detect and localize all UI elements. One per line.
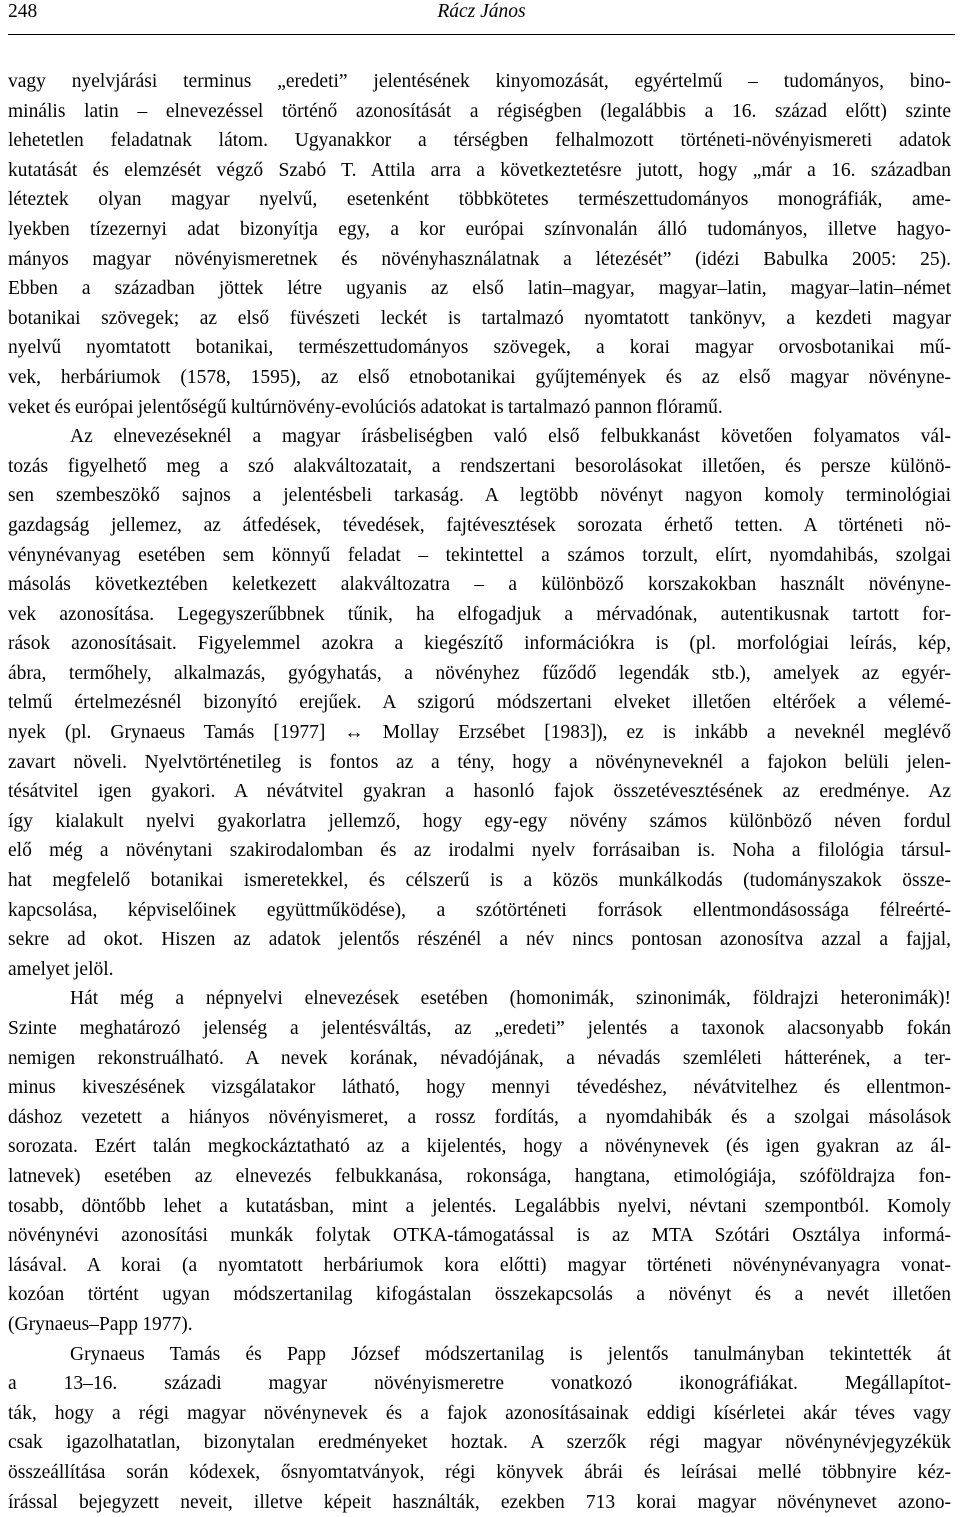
text-line: rások azonosításait. Figyelemmel azokra a kiegészítő információkra is (pl. morfológiai leírás, kép, [8,629,951,659]
text-line: tozás figyelhető meg a szó alakváltozatait, a rendszertani besorolásokat illetően, és persze különö- [8,452,951,482]
text-line: Az elnevezéseknél a magyar írásbeliségben való első felbukkanást követően folyamatos vál- [8,422,951,452]
text-line: nyelvű nyomtatott botanikai, természettudományos szövegek, a korai magyar orvosbotanikai mű- [8,333,951,363]
text-line: a 13–16. századi magyar növényismeretre vonatkozó ikonográfiákat. Megállapítot- [8,1369,951,1399]
text-line: (Grynaeus–Papp 1977). [8,1310,951,1340]
text-line: gazdagság jellemez, az átfedések, tévedések, fajtévesztések sorozata érhető tetten. A történeti nö- [8,511,951,541]
text-line: vek azonosítása. Legegyszerűbbnek tűnik, ha elfogadjuk a mérvadónak, autentikusnak tartott for- [8,600,951,630]
text-line: így kialakult nyelvi gyakorlatra jellemző, hogy egy-egy növény számos különböző néven fordul [8,807,951,837]
text-line: összeállítása során kódexek, ősnyomtatványok, régi könyvek ábrái és leírásai mellé többnyire kéz- [8,1458,951,1488]
text-line: lyekben tízezernyi adat bizonyítja egy, a kor európai színvonalán álló tudományos, illetve hagyo- [8,215,951,245]
text-line: Hát még a népnyelvi elnevezések esetében (homonimák, szinonimák, földrajzi heteronimák)! [8,984,951,1014]
text-line: amelyet jelöl. [8,955,951,985]
text-line: lehetetlen feladatnak látom. Ugyanakkor a térségben felhalmozott történeti-növényismereti adatok [8,126,951,156]
text-line: kozóan történt ugyan módszertanilag kifogástalan összekapcsolás a növényt és a nevét illetően [8,1280,951,1310]
text-line: tosabb, döntőbb lehet a kutatásban, mint a jelentés. Legalábbis nyelvi, névtani szempontból. Komoly [8,1192,951,1222]
text-line: csak igazolhatatlan, bizonytalan eredményeket hoztak. A szerzők régi magyar növénynévjegyzékük [8,1428,951,1458]
text-line: léteztek olyan magyar nyelvű, esetenként többkötetes természettudományos monográfiák, ame- [8,185,951,215]
text-line: vek, herbáriumok (1578, 1595), az első etnobotanikai gyűjtemények és az első magyar növényne- [8,363,951,393]
text-line: nemigen rekonstruálható. A nevek korának, névadójának, a névadás szemléleti hátterének, a ter- [8,1044,951,1074]
running-head-author: Rácz János [8,1,955,23]
text-line: Ebben a században jöttek létre ugyanis az első latin–magyar, magyar–latin, magyar–latin–német [8,274,951,304]
text-line: kapcsolása, képviselőinek együttműködése), a szótörténeti források ellentmondásossága félreérté- [8,896,951,926]
text-line: sen szembeszökő sajnos a jelentésbeli tarkaság. A legtöbb növényt nagyon komoly terminológiai [8,481,951,511]
text-line: elő még a növénytani szakirodalomban és az irodalmi nyelv forrásaiban is. Noha a filológia társul- [8,836,951,866]
text-line: tésátvitel igen gyakori. A névátvitel gyakran a hasonló fajok összetévesztésének az eredménye. Az [8,777,951,807]
text-line: mányos magyar növényismeretnek és növényhasználatnak a létezését” (idézi Babulka 2005: 25). [8,245,951,275]
text-line: sorozata. Ezért talán megkockáztatható az a kijelentés, hogy a növénynevek (és igen gyakran az ál- [8,1132,951,1162]
text-line: ták, hogy a régi magyar növénynevek és a fajok azonosításainak eddigi kísérletei akár téves vagy [8,1399,951,1429]
text-line: botanikai szövegek; az első füvészeti leckét is tartalmazó nyomtatott tankönyv, a kezdeti magyar [8,304,951,334]
text-line: növénynévi azonosítási munkák folytak OTKA-támogatással is az MTA Szótári Osztálya informá- [8,1221,951,1251]
text-line: másolás következtében keletkezett alakváltozatra – a különböző korszakokban használt növényne- [8,570,951,600]
text-line: Szinte meghatározó jelenség a jelentésváltás, az „eredeti” jelentés a taxonok alacsonyabb fokán [8,1014,951,1044]
text-line: kutatását és elemzését végző Szabó T. Attila arra a következtetésre jutott, hogy „már a 16. században [8,156,951,186]
text-line: Grynaeus Tamás és Papp József módszertanilag is jelentős tanulmányban tekintették át [8,1340,951,1370]
text-line: latnevek) esetében az elnevezés felbukkanása, rokonsága, hangtana, etimológiája, szóföldrajza fon- [8,1162,951,1192]
text-line: minális latin – elnevezéssel történő azonosítását a régiségben (legalábbis a 16. század előtt) szinte [8,97,951,127]
text-line: vagy nyelvjárási terminus „eredeti” jelentésének kinyomozását, egyértelmű – tudományos, bino- [8,67,951,97]
text-line: írással bejegyzett neveit, illetve képeit használták, ezekben 713 korai magyar növénynevet azono- [8,1488,951,1517]
text-line: vénynévanyag esetében sem könnyű feladat – tekintettel a számos torzult, elírt, nyomdahibás, szolgai [8,541,951,571]
page-number: 248 [8,1,37,23]
page-header [8,0,955,35]
text-line: nyek (pl. Grynaeus Tamás [1977] ↔ Mollay Erzsébet [1983]), ez is inkább a neveknél meglévő [8,718,951,748]
text-line: lásával. A korai (a nyomtatott herbáriumok kora előtti) magyar történeti növénynévanyagra vonat- [8,1251,951,1281]
body-text [8,67,951,1517]
text-line: hat megfelelő botanikai ismeretekkel, és célszerű is a közös munkálkodás (tudományszakok össze- [8,866,951,896]
text-line: zavart növeli. Nyelvtörténetileg is fontos az a tény, hogy a növényneveknél a fajokon belüli jelen- [8,748,951,778]
text-line: telmű értelmezésnél bizonyító erejűek. A szigorú módszertani elveket illetően eltérőek a vélemé- [8,688,951,718]
text-line: minus kiveszésének vizsgálatakor látható, hogy mennyi tévedéshez, névátvitelhez és ellentmon- [8,1073,951,1103]
text-line: sekre ad okot. Hiszen az adatok jelentős részénél a név nincs pontosan azonosítva azzal a fajjal, [8,925,951,955]
text-line: dáshoz vezetett a hiányos növényismeret, a rossz fordítás, a nyomdahibák és a szolgai másolások [8,1103,951,1133]
text-line: ábra, termőhely, alkalmazás, gyógyhatás, a növényhez fűződő legendák stb.), amelyek az egyér- [8,659,951,689]
text-line: veket és európai jelentőségű kultúrnövény-evolúciós adatokat is tartalmazó pannon flóramű. [8,393,951,423]
